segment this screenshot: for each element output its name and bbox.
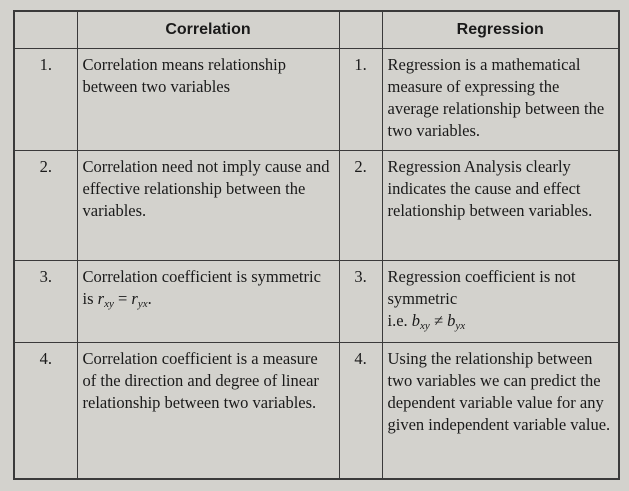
- header-num-right: [339, 11, 382, 49]
- header-correlation: Correlation: [77, 11, 339, 49]
- correlation-cell: Correlation need not imply cause and effective relationship between the variables.: [77, 151, 339, 261]
- regression-cell: Using the relationship between two variables we can predict the dependent variable value for any given independent variable value.: [382, 343, 619, 480]
- regression-cell: [382, 261, 619, 343]
- formula-prefix: i.e.: [387, 311, 412, 330]
- formula-var: b: [411, 311, 421, 330]
- header-num-left: [14, 11, 77, 49]
- row-number: 1.: [14, 49, 77, 151]
- regression-cell: Regression is a mathematical measure of expressing the average relationship between the two variables.: [382, 49, 619, 151]
- correlation-cell: [77, 261, 339, 343]
- formula-var: r: [97, 289, 105, 308]
- formula-subscript: xy: [420, 320, 430, 332]
- formula-var: r: [131, 289, 138, 308]
- correlation-cell: Correlation means relationship between two variables: [77, 49, 339, 151]
- formula-subscript: yx: [137, 298, 148, 310]
- row-number: 3.: [14, 261, 77, 343]
- row-number: 1.: [339, 49, 382, 151]
- formula-end: .: [147, 289, 152, 308]
- correlation-cell: Correlation coefficient is a measure of the direction and degree of linear relationship between two variables.: [77, 343, 339, 480]
- table-row: [14, 261, 619, 343]
- regression-cell: Regression Analysis clearly indicates the cause and effect relationship between variables.: [382, 151, 619, 261]
- formula-var: b: [447, 311, 456, 330]
- table-row: [14, 49, 619, 151]
- row-number: 4.: [14, 343, 77, 480]
- formula-subscript: yx: [455, 320, 466, 332]
- row-number: 4.: [339, 343, 382, 480]
- table-row: [14, 151, 619, 261]
- regression-text: Regression coefficient is not symmetric: [387, 267, 576, 308]
- row-number: 2.: [339, 151, 382, 261]
- table-row: [14, 343, 619, 480]
- regression-formula: [388, 310, 615, 337]
- header-regression: Regression: [382, 11, 619, 49]
- header-row: [14, 11, 619, 49]
- correlation-text: Correlation coefficient is symmetric is: [82, 267, 321, 308]
- formula-subscript: xy: [104, 298, 114, 310]
- comparison-table: [13, 10, 620, 480]
- formula-operator: =: [113, 289, 132, 308]
- formula-operator: ≠: [429, 311, 448, 330]
- row-number: 3.: [339, 261, 382, 343]
- row-number: 2.: [14, 151, 77, 261]
